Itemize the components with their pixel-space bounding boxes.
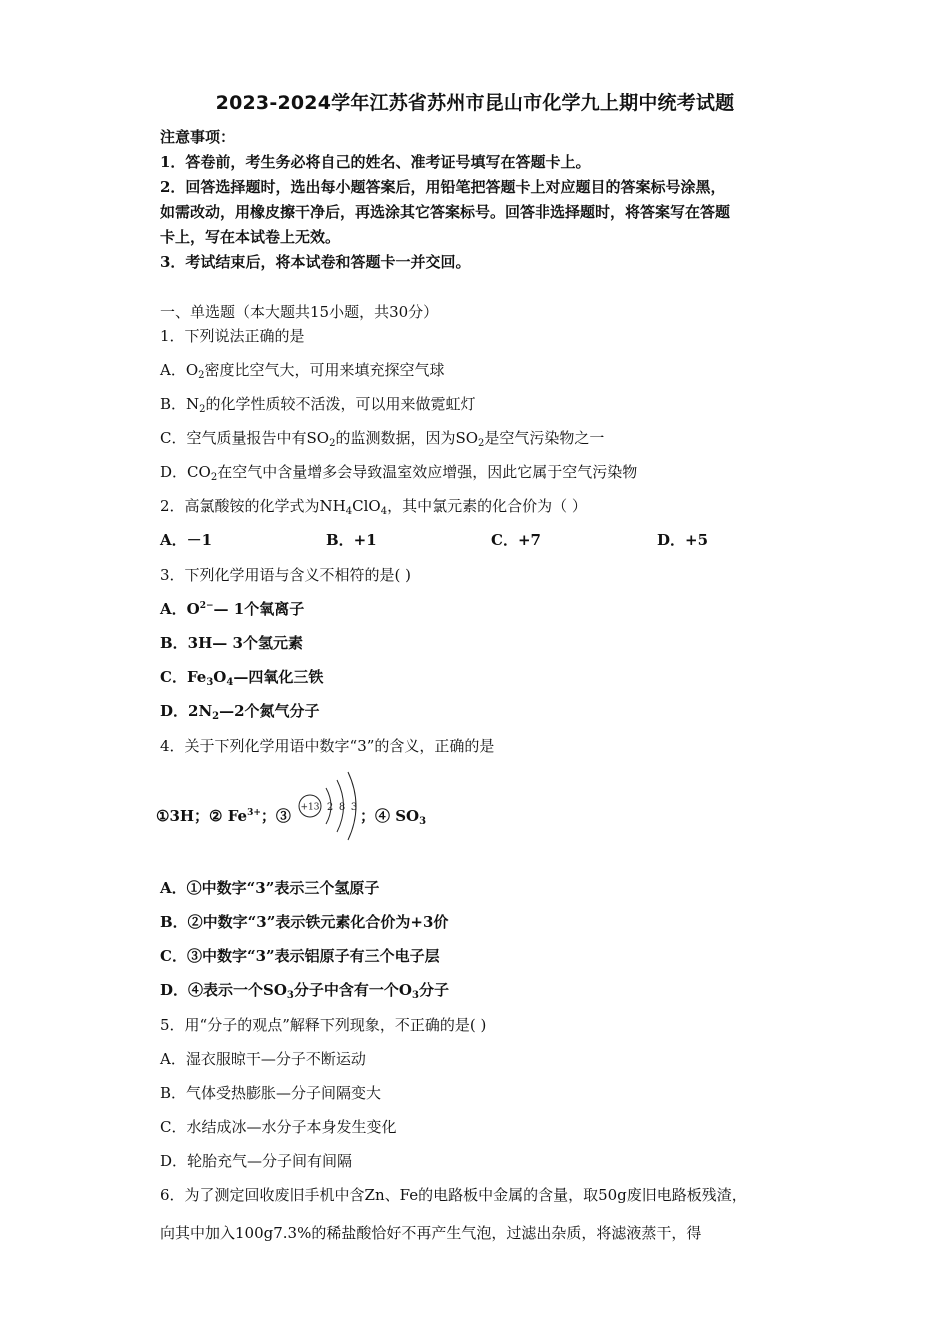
notice-item-2-line-2: 如需改动，用橡皮擦干净后，再选涂其它答案标号。回答非选择题时，将答案写在答题 [160,203,731,221]
q5-option-c: C．水结成冰—水分子本身发生变化 [160,1118,397,1136]
atom-shell-electrons-2: 8 [338,802,346,813]
q3-stem: 3．下列化学用语与含义不相符的是( ) [160,566,412,584]
q2-option-b: B．+1 [326,531,377,549]
notice-item-1: 1．答卷前，考生务必将自己的姓名、准考证号填写在答题卡上。 [160,153,591,171]
q4-option-a: A．①中数字“3”表示三个氢原子 [160,879,380,897]
q6-text-line-1: 6．为了测定回收废旧手机中含Zn、Fe的电路板中金属的含量，取50g废旧电路板残渣， [160,1186,747,1204]
q4-option-c: C．③中数字“3”表示铝原子有三个电子层 [160,947,440,965]
q5-option-d: D．轮胎充气—分子间有间隔 [160,1152,353,1170]
q1-option-a: A．$O_2$密度比空气大，可用来填充探空气球 [160,361,445,381]
atom-shell-electrons-3: 3 [350,802,358,813]
q1-option-d: D．$CO_2$在空气中含量增多会导致温室效应增强，因此它属于空气污染物 [160,463,638,483]
notice-item-3: 3．考试结束后，将本试卷和答题卡一并交回。 [160,253,471,271]
q1-stem: 1．下列说法正确的是 [160,327,305,345]
q2-option-c: C．+7 [491,531,541,549]
q1-option-b: B．$N_2$的化学性质较不活泼，可以用来做霓虹灯 [160,395,476,415]
q4-symbols-row-tail: ；④ $SO_3$ [360,807,427,827]
page-title: 2023-2024学年江苏省苏州市昆山市化学九上期中统考试题 [215,92,735,114]
q4-stem: 4．关于下列化学用语中数字“3”的含义，正确的是 [160,737,495,755]
q3-option-d: D．$2N_2—2$个氮气分子 [160,702,320,722]
q5-option-a: A．湿衣服晾干—分子不断运动 [160,1050,366,1068]
q2-stem: 2．高氯酸铵的化学式为$NH_4ClO_4$，其中氯元素的化合价为（ ） [160,497,587,517]
atom-shell-electrons-1: 2 [326,802,334,813]
notice-item-2-line-1: 2．回答选择题时，选出每小题答案后，用铅笔把答题卡上对应题目的答案标号涂黑， [160,178,726,196]
q2-option-a: A．－1 [160,531,213,549]
q3-option-b: B．3H— 3个氢元素 [160,634,303,652]
notice-item-2-line-3: 卡上，写在本试卷上无效。 [160,228,341,246]
q6-text-line-2: 向其中加入100g7.3%的稀盐酸恰好不再产生气泡，过滤出杂质，将滤液蒸干，得 [160,1224,702,1242]
q3-option-a: A．$O^{2-}—$ 1个氧离子 [160,600,305,618]
q4-option-b: B．②中数字“3”表示铁元素化合价为+3价 [160,913,449,931]
q5-stem: 5．用“分子的观点”解释下列现象，不正确的是( ) [160,1016,487,1034]
q1-option-c: C．空气质量报告中有$SO_2$的监测数据，因为$SO_2$是空气污染物之一 [160,429,605,449]
q3-option-c: C．$Fe_3O_4—$四氧化三铁 [160,668,324,688]
notice-heading: 注意事项： [160,128,236,146]
q5-option-b: B．气体受热膨胀—分子间隔变大 [160,1084,382,1102]
section-heading: 一、单选题（本大题共15小题，共30分） [160,303,439,321]
q4-symbols-row: ①3H；② $Fe^{3+}$；③ [156,807,291,825]
q4-option-d: D．④表示一个$SO_3$分子中含有一个$O_3$分子 [160,981,449,1001]
q2-option-d: D．+5 [657,531,709,549]
atom-nucleus-charge: +13 [300,802,320,813]
